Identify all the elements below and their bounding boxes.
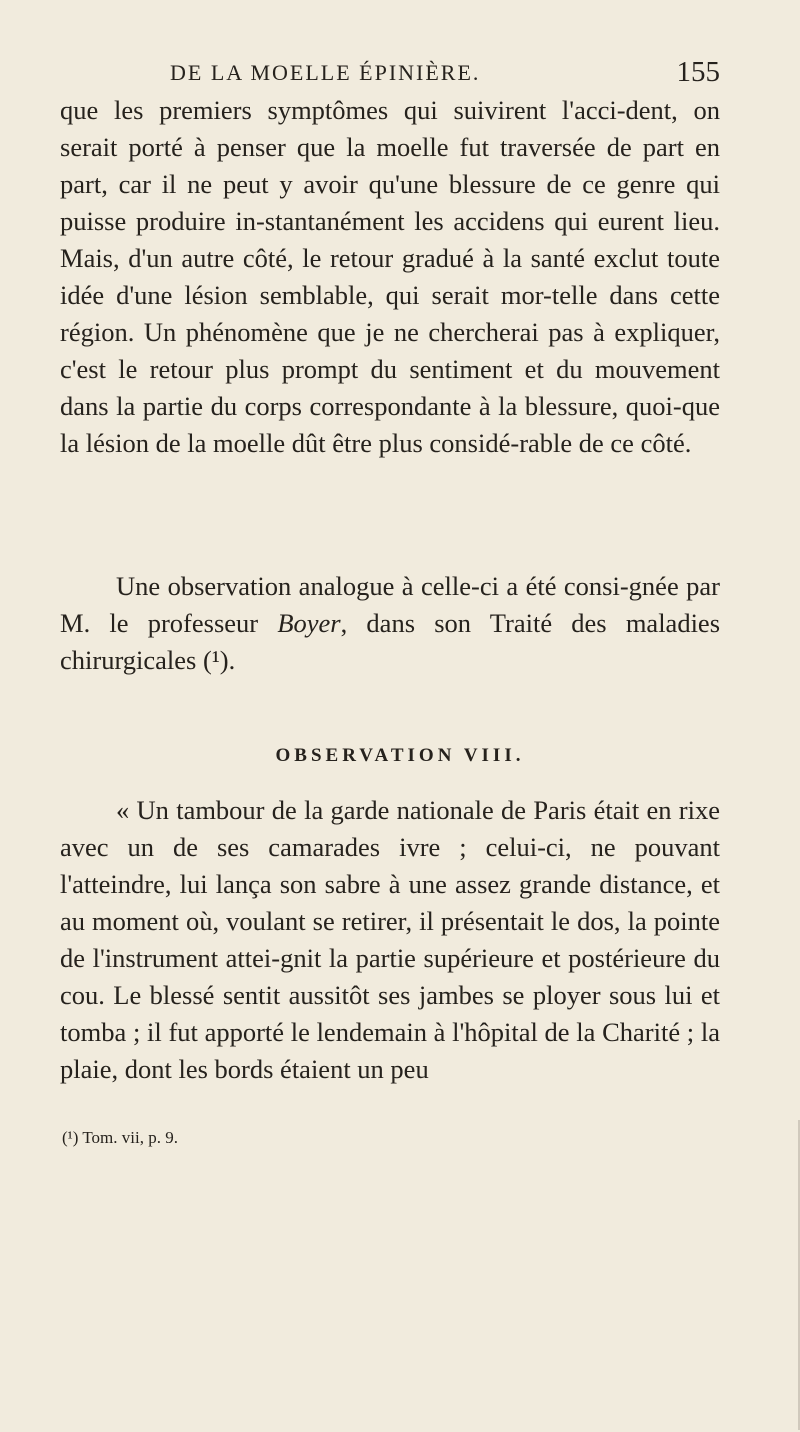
- paragraph-2-end: , dans son Traité des maladies chirurgicales (¹).: [60, 608, 721, 675]
- author-name: Boyer: [277, 608, 341, 638]
- footnote: (¹) Tom. vii, p. 9.: [62, 1128, 178, 1147]
- paragraph-3: « Un tambour de la garde nationale de Paris était en rixe avec un de ses camarades ivre ; celui-ci, ne pouvant l'atteindre, lui lança son sabre à une assez grande distance, et au moment où, voulant se retirer, il présentait le dos, la pointe de l'instrument attei-gnit la partie supérieure et postérieure du cou. Le blessé sentit aussitôt ses jambes se ployer sous lui et tomba ; il fut apporté le lendemain à l'hôpital de la Charité ; la plaie, dont les bords étaient un peu: [60, 795, 720, 1084]
- running-head: DE LA MOELLE ÉPINIÈRE.: [170, 60, 481, 85]
- page-number: 155: [676, 56, 720, 88]
- paragraph-2-start: Une observation analogue à celle-ci a été consi-gnée par M. le professeur: [60, 571, 720, 638]
- paragraph-1: que les premiers symptômes qui suivirent l'acci-dent, on serait porté à penser que la moelle fut traversée de part en part, car il ne peut y avoir qu'une blessure de ce genre qui puisse produire in-stantanément les accidens qui eurent lieu. Mais, d'un autre côté, le retour gradué à la santé exclut toute idée d'une lésion semblable, qui serait mor-telle dans cette région. Un phénomène que je ne chercherai pas à expliquer, c'est le retour plus prompt du sentiment et du mouvement dans la partie du corps correspondante à la blessure, quoi-que la lésion de la moelle dût être plus considé-rable de ce côté.: [60, 95, 720, 458]
- section-heading: OBSERVATION VIII.: [275, 745, 525, 766]
- paragraph-2: [60, 568, 720, 679]
